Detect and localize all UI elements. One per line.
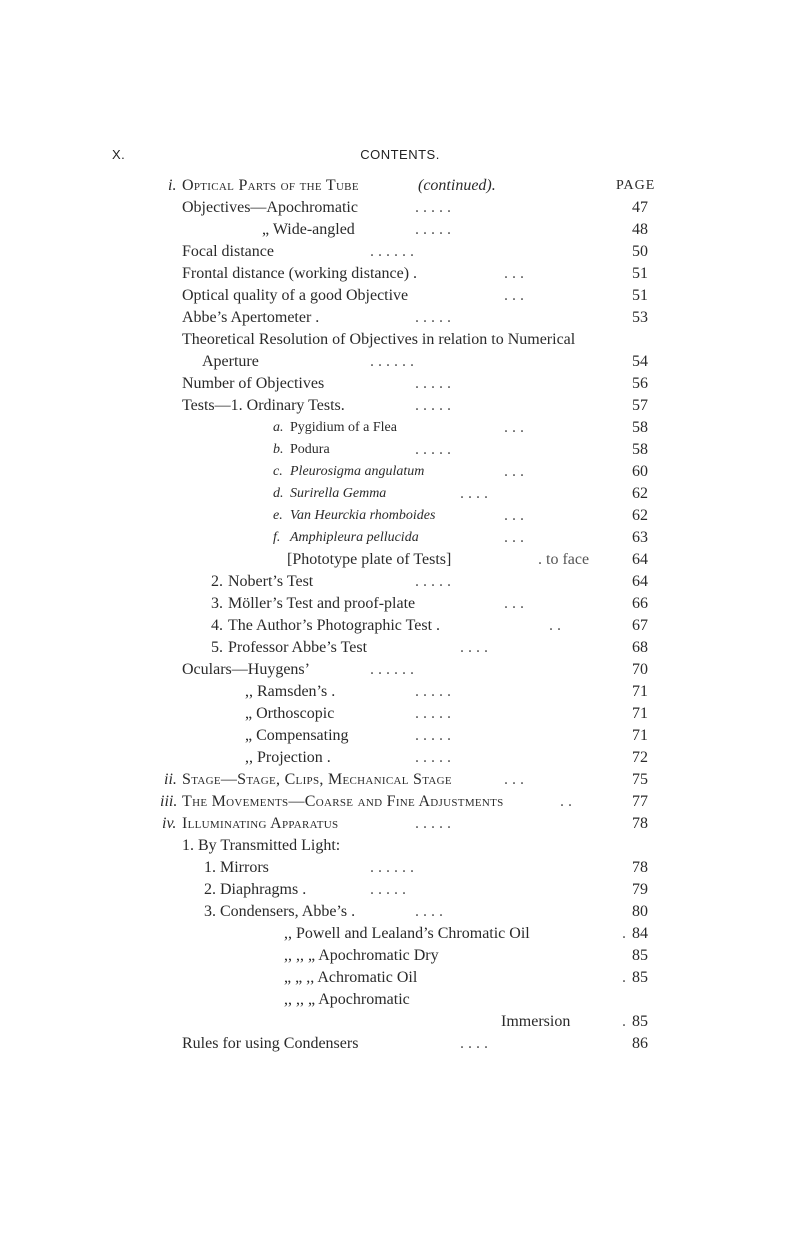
page-number: 71 xyxy=(632,727,648,744)
entry-letter: c. xyxy=(273,464,283,479)
leader-dots: . . . . . xyxy=(415,309,451,326)
leader-dots: . . . xyxy=(504,419,524,436)
toc-entry xyxy=(0,395,800,417)
page-number: 85 xyxy=(632,1013,648,1030)
leader-dots: . . . xyxy=(504,287,524,304)
toc-entry xyxy=(0,681,800,703)
page-number: 77 xyxy=(632,793,648,810)
page-number: 64 xyxy=(632,573,648,590)
entry-title: 1. Mirrors xyxy=(204,859,269,876)
toc-entry xyxy=(0,967,800,989)
leader-dots: . . . xyxy=(504,265,524,282)
section-continued: (continued). xyxy=(418,177,496,194)
entry-letter: b. xyxy=(273,442,284,457)
page-number: 75 xyxy=(632,771,648,788)
leader-dots: . . . . . xyxy=(415,815,451,832)
page-number: 63 xyxy=(632,529,648,546)
section-title: Stage—Stage, Clips, Mechanical Stage xyxy=(182,771,452,788)
toc-entry xyxy=(0,593,800,615)
page-number: 64 xyxy=(632,551,648,568)
page-number: 72 xyxy=(632,749,648,766)
leader-dots: . . . . xyxy=(460,639,488,656)
section-title: The Movements—Coarse and Fine Adjustments xyxy=(182,793,504,810)
leader-dots: . . . . . xyxy=(415,441,451,458)
entry-letter: f. xyxy=(273,530,281,545)
leader-dots: . . xyxy=(560,793,572,810)
leader-dots: . . . . . xyxy=(415,221,451,238)
toc-entry xyxy=(0,549,800,571)
leader-dots: . . . . . . xyxy=(370,661,414,678)
entry-title: Oculars—Huygens’ xyxy=(182,661,310,678)
toc-entry xyxy=(0,923,800,945)
entry-title: Number of Objectives xyxy=(182,375,325,392)
page-number: 54 xyxy=(632,353,648,370)
entry-title: „ „ ,, Achromatic Oil xyxy=(284,969,418,986)
page-number: 78 xyxy=(632,859,648,876)
entry-title: Amphipleura pellucida xyxy=(290,530,419,545)
page-number: 85 xyxy=(632,969,648,986)
section-roman: iv. xyxy=(162,815,177,832)
section-title: Illuminating Apparatus xyxy=(182,815,339,832)
toc-entry xyxy=(0,703,800,725)
toc-entry xyxy=(0,835,800,857)
entry-title: Optical quality of a good Objective xyxy=(182,287,409,304)
leader-dots: . . . . xyxy=(415,903,443,920)
page-number: 58 xyxy=(632,419,648,436)
toc-section-i xyxy=(0,175,800,197)
entry-title: 3. Condensers, Abbe’s . xyxy=(204,903,356,920)
page-number: 67 xyxy=(632,617,648,634)
entry-title: The Author’s Photographic Test . xyxy=(228,617,441,634)
entry-title: Möller’s Test and proof-plate xyxy=(228,595,416,612)
leader-dots: . . . . . xyxy=(415,727,451,744)
page-number: 53 xyxy=(632,309,648,326)
toc-entry xyxy=(0,351,800,373)
leader-dots: . . . xyxy=(504,771,524,788)
toc-entry xyxy=(0,1033,800,1055)
entry-title: Surirella Gemma xyxy=(290,486,387,501)
entry-title: „ Compensating xyxy=(245,727,349,744)
toc-entry xyxy=(0,527,800,549)
page-number: 51 xyxy=(632,265,648,282)
leader-dots: . . . . . xyxy=(415,375,451,392)
toc-entry xyxy=(0,725,800,747)
leader-dots: . . . . xyxy=(460,1035,488,1052)
entry-title: ,, Projection . xyxy=(245,749,331,766)
entry-title: Nobert’s Test xyxy=(228,573,314,590)
toc-section-ii xyxy=(0,769,800,791)
section-roman: ii. xyxy=(164,771,177,788)
toc-entry xyxy=(0,989,800,1011)
entry-title: Theoretical Resolution of Objectives in relation to Numerical xyxy=(182,331,576,348)
page-number: 68 xyxy=(632,639,648,656)
page-number: 71 xyxy=(632,705,648,722)
page-number: 47 xyxy=(632,199,648,216)
toc-entry xyxy=(0,461,800,483)
toc-entry xyxy=(0,747,800,769)
page-number: 62 xyxy=(632,507,648,524)
leader-dots: . . . xyxy=(504,595,524,612)
entry-title: 1. By Transmitted Light: xyxy=(182,837,341,854)
page-number: 51 xyxy=(632,287,648,304)
toc-entry xyxy=(0,241,800,263)
page-number: 79 xyxy=(632,881,648,898)
entry-title: Professor Abbe’s Test xyxy=(228,639,368,656)
entry-title: Podura xyxy=(290,442,330,457)
toc-entry xyxy=(0,373,800,395)
entry-number: 2. xyxy=(211,573,223,590)
leader-dots: . . . . . xyxy=(415,683,451,700)
toc-entry xyxy=(0,945,800,967)
entry-title: Van Heurckia rhomboides xyxy=(290,508,436,523)
entry-title: ,, ,, „ Apochromatic Dry xyxy=(284,947,439,964)
toc-entry xyxy=(0,879,800,901)
page-number: 78 xyxy=(632,815,648,832)
section-roman: iii. xyxy=(160,793,178,810)
leader-dots: . . . . . xyxy=(415,397,451,414)
toc-entry xyxy=(0,197,800,219)
toc-entry xyxy=(0,901,800,923)
entry-title: [Phototype plate of Tests] xyxy=(287,551,452,568)
page-number: 66 xyxy=(632,595,648,612)
toc-entry xyxy=(0,307,800,329)
toc-entry xyxy=(0,505,800,527)
entry-title: „ Wide-angled xyxy=(262,221,355,238)
entry-title: Focal distance xyxy=(182,243,274,260)
entry-title: Objectives—Apochromatic xyxy=(182,199,358,216)
leader-dots: . . . xyxy=(504,507,524,524)
toc-entry xyxy=(0,263,800,285)
toc-entry xyxy=(0,439,800,461)
leader-dots: . . . . . xyxy=(415,705,451,722)
section-roman: i. xyxy=(168,177,177,194)
entry-title: Frontal distance (working distance) . xyxy=(182,265,418,282)
entry-title: Pleurosigma angulatum xyxy=(290,464,425,479)
page-number: 58 xyxy=(632,441,648,458)
entry-title: Pygidium of a Flea xyxy=(290,420,397,435)
entry-title: Aperture xyxy=(202,353,259,370)
page-roman-numeral: X. xyxy=(112,147,126,162)
leader-dots: . . . . . xyxy=(415,199,451,216)
page-number: 84 xyxy=(632,925,648,942)
entry-letter: e. xyxy=(273,508,283,523)
page-number: 48 xyxy=(632,221,648,238)
toc-section-iii xyxy=(0,791,800,813)
toc-entry xyxy=(0,329,800,351)
page-column-header: PAGE xyxy=(616,178,656,193)
leader-dots: . . . xyxy=(504,529,524,546)
entry-letter: a. xyxy=(273,420,284,435)
entry-title: Rules for using Condensers xyxy=(182,1035,359,1052)
toc-entry xyxy=(0,857,800,879)
page-number: 56 xyxy=(632,375,648,392)
entry-number: 5. xyxy=(211,639,223,656)
entry-title: „ Orthoscopic xyxy=(245,705,335,722)
page-title: CONTENTS. xyxy=(360,147,440,162)
page-number: 71 xyxy=(632,683,648,700)
leader-dots: . xyxy=(622,969,626,986)
leader-dots: . . . . . . xyxy=(370,353,414,370)
section-title: Optical Parts of the Tube xyxy=(182,177,359,194)
entry-title: Tests—1. Ordinary Tests. xyxy=(182,397,345,414)
entry-title: Abbe’s Apertometer . xyxy=(182,309,320,326)
entry-title: ,, Powell and Lealand’s Chromatic Oil xyxy=(284,925,530,942)
page-number: 85 xyxy=(632,947,648,964)
page-number: 86 xyxy=(632,1035,648,1052)
page-number: 60 xyxy=(632,463,648,480)
toc-entry xyxy=(0,571,800,593)
leader-dots: . . . xyxy=(504,463,524,480)
leader-dots: . . . . . xyxy=(415,573,451,590)
page-number: 80 xyxy=(632,903,648,920)
entry-title: ,, Ramsden’s . xyxy=(245,683,336,700)
leader-dots: . . xyxy=(549,617,561,634)
leader-dots: . . . . . xyxy=(415,749,451,766)
entry-title: 2. Diaphragms . xyxy=(204,881,307,898)
toc-entry xyxy=(0,219,800,241)
toc-entry xyxy=(0,417,800,439)
leader-dots: . . . . xyxy=(460,485,488,502)
entry-title: Immersion xyxy=(501,1013,571,1030)
toc-entry xyxy=(0,1011,800,1033)
leader-dots: . . . . . xyxy=(370,881,406,898)
toc-entry xyxy=(0,659,800,681)
toc-entry xyxy=(0,483,800,505)
toc-entry xyxy=(0,285,800,307)
page-number: 70 xyxy=(632,661,648,678)
toc-entry xyxy=(0,637,800,659)
leader-dots: . xyxy=(622,1013,626,1030)
leader-dots: . . . . . . xyxy=(370,243,414,260)
page-number: 50 xyxy=(632,243,648,260)
entry-number: 3. xyxy=(211,595,223,612)
leader-dots: . to face xyxy=(538,551,590,568)
toc-section-iv xyxy=(0,813,800,835)
leader-dots: . xyxy=(622,925,626,942)
toc-entry xyxy=(0,615,800,637)
entry-number: 4. xyxy=(211,617,223,634)
entry-title: ,, ,, „ Apochromatic xyxy=(284,991,410,1008)
leader-dots: . . . . . . xyxy=(370,859,414,876)
entry-letter: d. xyxy=(273,486,284,501)
page-number: 62 xyxy=(632,485,648,502)
page-number: 57 xyxy=(632,397,648,414)
